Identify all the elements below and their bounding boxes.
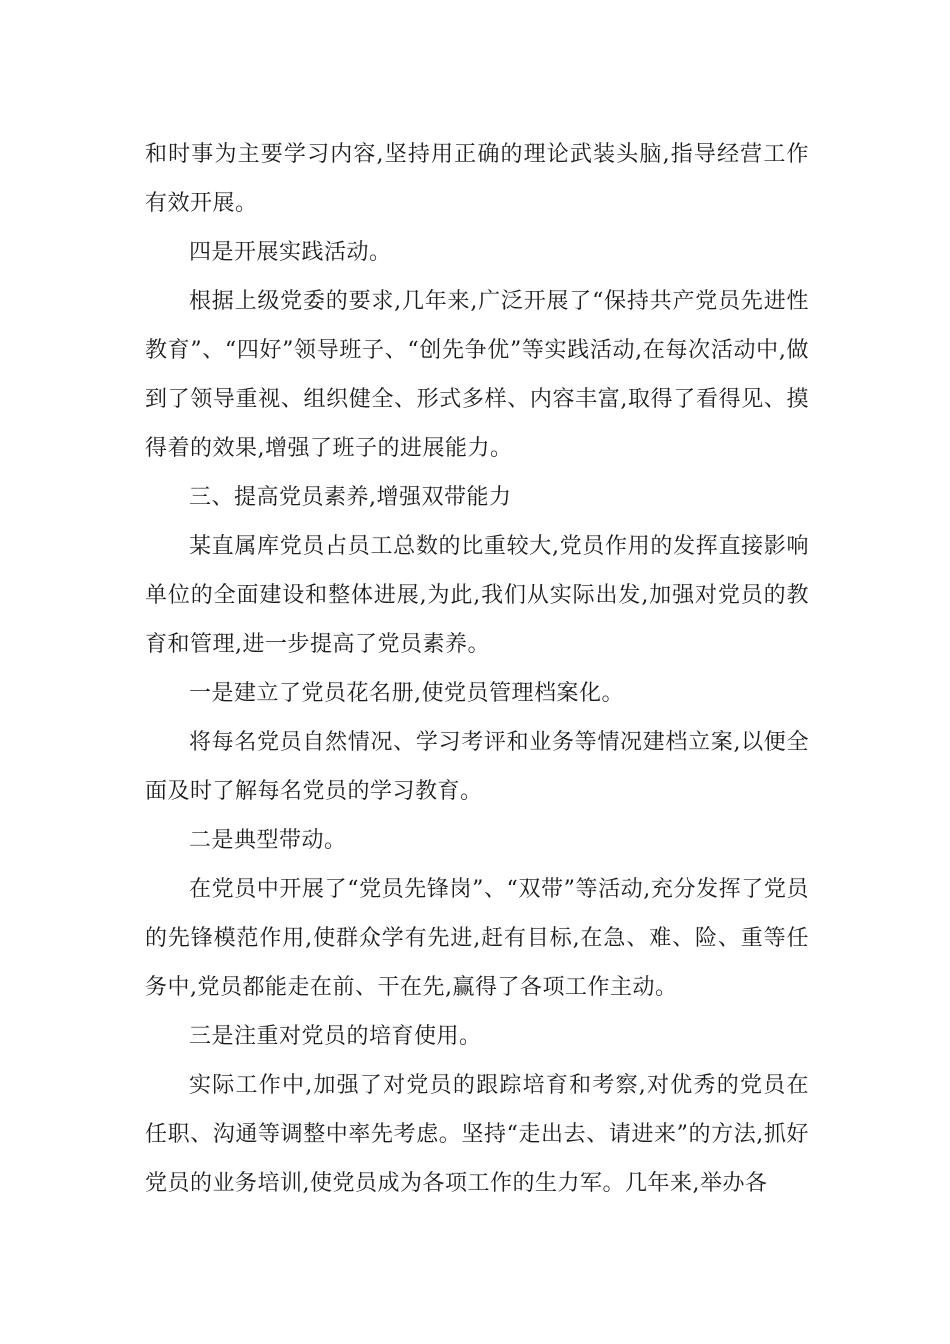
paragraph-1: 和时事为主要学习内容,坚持用正确的理论武装头脑,指导经营工作有效开展。 bbox=[145, 142, 809, 216]
paragraph-9: 在党员中开展了“党员先锋岗”、“双带”等活动,充分发挥了党员的先锋模范作用,使群众学有先进,赶有目标,在急、难、险、重等任务中,党员都能走在前、干在先,赢得了各项工作主动。 bbox=[145, 877, 809, 1000]
paragraph-6: 一是建立了党员花名册,使党员管理档案化。 bbox=[189, 681, 624, 706]
paragraph-7: 将每名党员自然情况、学习考评和业务等情况建档立案,以便全面及时了解每名党员的学习教育。 bbox=[145, 730, 809, 804]
paragraph-2: 四是开展实践活动。 bbox=[189, 240, 392, 265]
paragraph-8: 二是典型带动。 bbox=[189, 828, 347, 853]
paragraph-5: 某直属库党员占员工总数的比重较大,党员作用的发挥直接影响单位的全面建设和整体进展,为此,我们从实际出发,加强对党员的教育和管理,进一步提高了党员素养。 bbox=[145, 534, 809, 657]
document-body bbox=[145, 130, 809, 1208]
section-heading: 三、提高党员素养,增强双带能力 bbox=[189, 485, 512, 510]
paragraph-11: 实际工作中,加强了对党员的跟踪培育和考察,对优秀的党员在任职、沟通等调整中率先考虑。坚持“走出去、请进来”的方法,抓好党员的业务培训,使党员成为各项工作的生力军。几年来,举办各 bbox=[145, 1073, 809, 1196]
paragraph-3: 根据上级党委的要求,几年来,广泛开展了“保持共产党员先进性教育”、“四好”领导班子、“创先争优”等实践活动,在每次活动中,做到了领导重视、组织健全、形式多样、内容丰富,取得了看得见、摸得着的效果,增强了班子的进展能力。 bbox=[145, 289, 809, 461]
paragraph-10: 三是注重对党员的培育使用。 bbox=[189, 1024, 482, 1049]
